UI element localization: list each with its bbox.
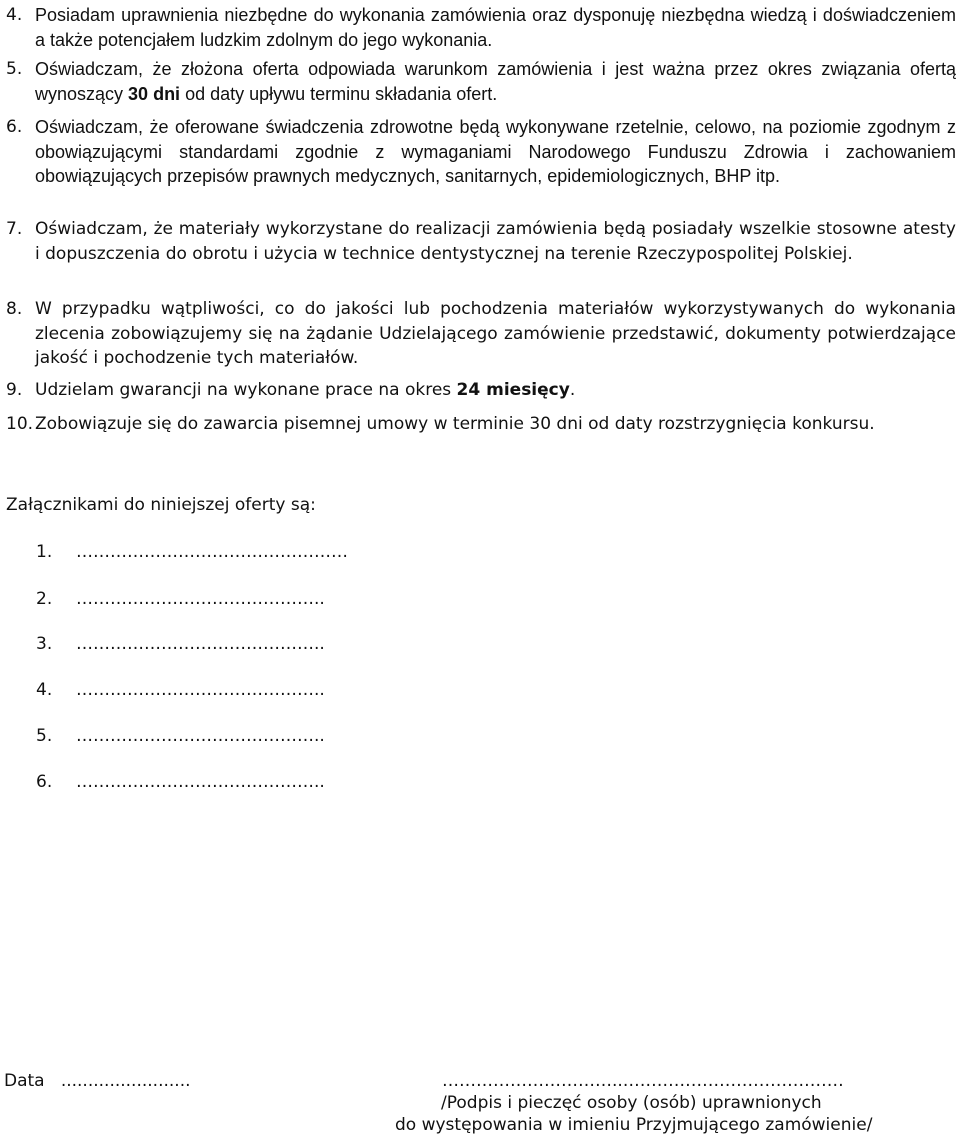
- item-text-part: od daty upływu terminu składania ofert.: [180, 83, 498, 104]
- attachment-blank[interactable]: ……………………………………..: [76, 589, 325, 609]
- item-text-part: .: [569, 380, 576, 400]
- date-blank[interactable]: ........................: [60, 1071, 191, 1091]
- attachment-line-2[interactable]: [36, 587, 325, 611]
- item-number: 8.: [6, 299, 23, 319]
- item-text: Posiadam uprawnienia niezbędne do wykonania zamówienia oraz dysponuję niezbędna wiedzą i doświadczeniem a także potencjałem ludzkim zdolnym do jego wykonania.: [35, 5, 956, 50]
- attachment-line-3[interactable]: [36, 632, 325, 656]
- attachment-number: 5.: [36, 726, 53, 746]
- warranty-period: 24 miesięcy: [456, 380, 570, 400]
- attachment-number: 3.: [36, 634, 53, 654]
- attachment-blank[interactable]: ……………………………………..: [76, 634, 325, 654]
- item-text-part: Udzielam gwarancji na wykonane prace na okres: [35, 380, 457, 400]
- attachment-number: 2.: [36, 589, 53, 609]
- signature-caption-line-2: do występowania w imieniu Przyjmującego zamówienie/: [395, 1115, 873, 1135]
- attachment-number: 1.: [36, 542, 53, 562]
- item-number: 4.: [6, 5, 23, 25]
- item-text: Oświadczam, że materiały wykorzystane do realizacji zamówienia będą posiadały wszelkie stosowne atesty i dopuszczenia do obrotu i użycia w technice dentystycznej na terenie Rzeczypospolitej Polskiej.: [35, 219, 956, 264]
- item-number: 10.: [6, 414, 34, 434]
- signature-caption-line-1: /Podpis i pieczęć osoby (osób) uprawnionych: [441, 1093, 822, 1113]
- attachment-number: 4.: [36, 680, 53, 700]
- attachment-line-4[interactable]: [36, 678, 325, 702]
- item-text: W przypadku wątpliwości, co do jakości lub pochodzenia materiałów wykorzystywanych do wykonania zlecenia zobowiązujemy się na żądanie Udzielającego zamówienie przedstawić, dokumenty potwierdzające jakość i pochodzenie tych materiałów.: [35, 299, 956, 368]
- item-number: 5.: [6, 59, 23, 79]
- offer-validity-period: 30 dni: [128, 83, 181, 104]
- attachment-blank[interactable]: ……………………………………..: [76, 680, 325, 700]
- item-text: Oświadczam, że oferowane świadczenia zdrowotne będą wykonywane rzetelnie, celowo, na poziomie zgodnym z obowiązującymi standardami zgodnie z wymaganiami Narodowego Funduszu Zdrowia i zachowaniem obowiązujących przepisów prawnych medycznych, sanitarnych, epidemiologicznych, BHP itp.: [35, 117, 956, 186]
- item-text: Zobowiązuje się do zawarcia pisemnej umowy w terminie 30 dni od daty rozstrzygnięcia konkursu.: [35, 414, 875, 434]
- item-text: [35, 378, 956, 403]
- attachments-heading: Załącznikami do niniejszej oferty są:: [6, 495, 316, 515]
- date-label: Data: [4, 1071, 45, 1091]
- attachment-blank[interactable]: ……………………………………..: [76, 726, 325, 746]
- item-text: [35, 57, 956, 106]
- attachment-line-1[interactable]: [36, 540, 348, 564]
- item-number: 7.: [6, 219, 23, 239]
- attachment-blank[interactable]: ……………………………………..: [76, 772, 325, 792]
- item-number: 9.: [6, 380, 23, 400]
- signature-blank[interactable]: …………………………..…………………………………: [442, 1071, 844, 1091]
- attachment-number: 6.: [36, 772, 53, 792]
- date-field[interactable]: [4, 1069, 191, 1093]
- item-text-part: Oświadczam, że złożona oferta odpowiada warunkom zamówienia i jest ważna przez okres związania ofertą wynoszący: [35, 59, 956, 104]
- attachment-blank[interactable]: …………………………………………: [76, 542, 348, 562]
- item-number: 6.: [6, 117, 23, 137]
- attachment-line-5[interactable]: [36, 724, 325, 748]
- attachment-line-6[interactable]: [36, 770, 325, 794]
